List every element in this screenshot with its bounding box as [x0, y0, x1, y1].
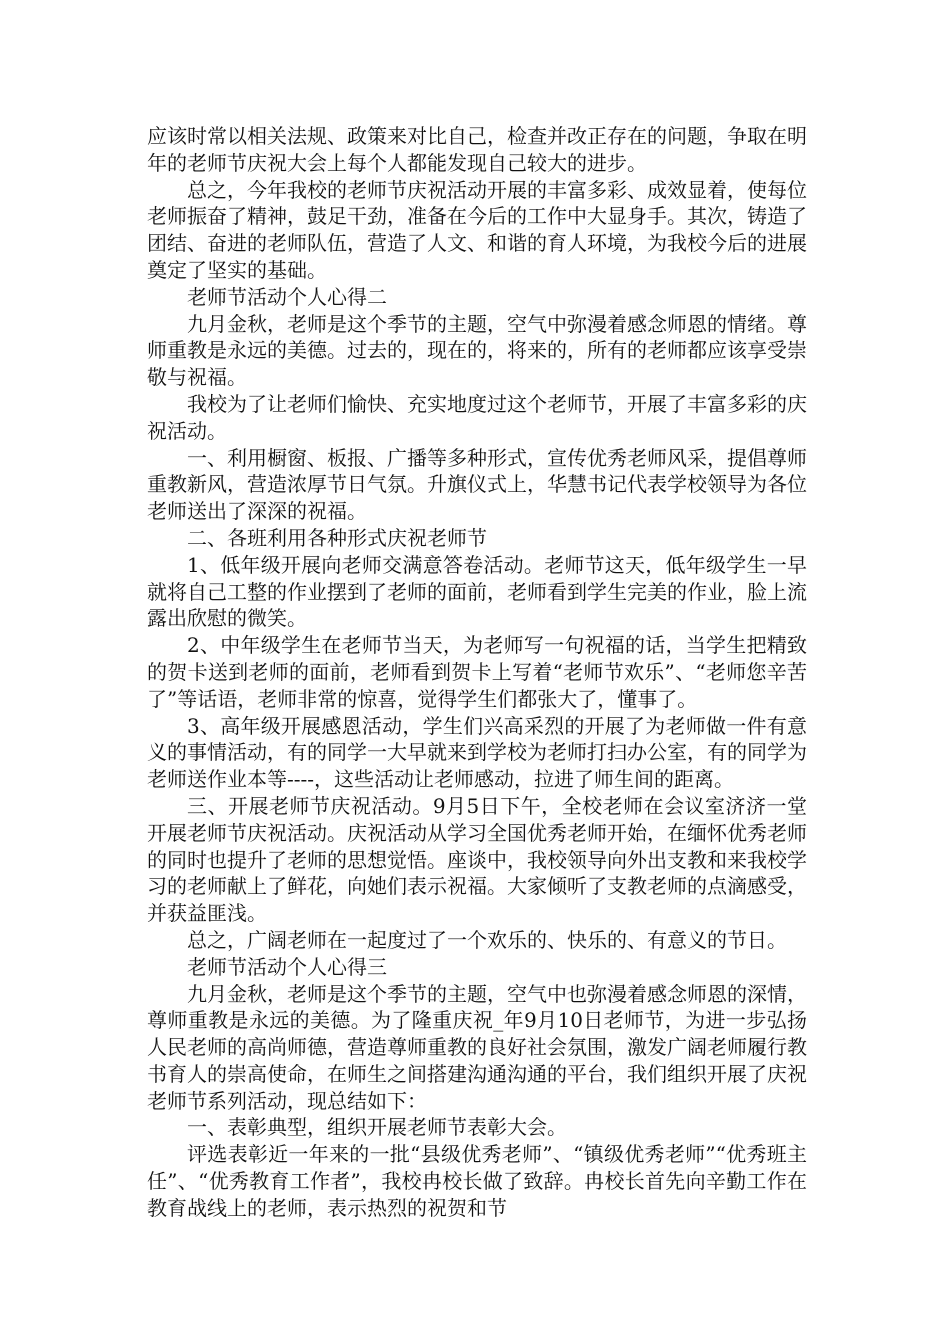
paragraph-commendation-heading: 一、表彰典型，组织开展老师节表彰大会。 — [187, 1115, 567, 1140]
paragraph-continuation: 应该时常以相关法规、政策来对比自己，检查并改正存在的问题，争取在明年的老师节庆祝大会上每个人都能发现自己较大的进步。 — [147, 124, 807, 175]
paragraph-summary-1: 总之，今年我校的老师节庆祝活动开展的丰富多彩、成效显着，使每位老师振奋了精神，鼓足干劲，准备在今后的工作中大显身手。其次，铸造了团结、奋进的老师队伍，营造了人文、和谐的育人环境，为我校今后的进展奠定了坚实的基础。 — [147, 177, 807, 282]
document-page — [147, 123, 807, 1222]
paragraph-sub-item-2: 2、中年级学生在老师节当天，为老师写一句祝福的话，当学生把精致的贺卡送到老师的面前，老师看到贺卡上写着“老师节欢乐”、“老师您辛苦了”等话语，老师非常的惊喜，觉得学生们都张大了，懂事了。 — [147, 633, 807, 711]
paragraph-item-1: 一、利用橱窗、板报、广播等多种形式，宣传优秀老师风采，提倡尊师重教新风，营造浓厚节日气氛。升旗仪式上，华慧书记代表学校领导为各位老师送出了深深的祝福。 — [147, 445, 807, 524]
paragraph-intro-2: 九月金秋，老师是这个季节的主题，空气中弥漫着感念师恩的情绪。尊师重教是永远的美德。过去的，现在的，将来的，所有的老师都应该享受崇敬与祝福。 — [147, 311, 807, 390]
paragraph-sub-item-3: 3、高年级开展感恩活动，学生们兴高采烈的开展了为老师做一件有意义的事情活动，有的同学一大早就来到学校为老师打扫办公室，有的同学为老师送作业本等----，这些活动让老师感动，拉进了师生间的距离。 — [147, 713, 807, 792]
section-heading-2: 老师节活动个人心得二 — [187, 284, 387, 309]
paragraph-sub-item-1: 1、低年级开展向老师交满意答卷活动。老师节这天，低年级学生一早就将自己工整的作业摆到了老师的面前，老师看到学生完美的作业，脸上流露出欣慰的微笑。 — [147, 552, 807, 631]
paragraph-item-3: 三、开展老师节庆祝活动。9月5日下午，全校老师在会议室济济一堂开展老师节庆祝活动。庆祝活动从学习全国优秀老师开始，在缅怀优秀老师的同时也提升了老师的思想觉悟。座谈中，我校领导向外出支教和来我校学习的老师献上了鲜花，向她们表示祝福。大家倾听了支教老师的点滴感受，并获益匪浅。 — [147, 793, 807, 926]
paragraph-summary-2: 总之，广阔老师在一起度过了一个欢乐的、快乐的、有意义的节日。 — [187, 927, 787, 952]
paragraph-item-2: 二、各班利用各种形式庆祝老师节 — [187, 525, 487, 550]
paragraph-activities-intro: 我校为了让老师们愉快、充实地度过这个老师节，开展了丰富多彩的庆祝活动。 — [147, 391, 807, 443]
paragraph-commendation: 评选表彰近一年来的一批“县级优秀老师”、“镇级优秀老师”“优秀班主任”、“优秀教育工作者”，我校冉校长做了致辞。冉校长首先向辛勤工作在教育战线上的老师，表示热烈的祝贺和节 — [147, 1142, 807, 1220]
section-heading-3: 老师节活动个人心得三 — [187, 954, 387, 979]
paragraph-intro-3: 九月金秋，老师是这个季节的主题，空气中也弥漫着感念师恩的深情，尊师重教是永远的美德。为了隆重庆祝_年9月10日老师节，为进一步弘扬人民老师的高尚师德，营造尊师重教的良好社会氛围，激发广阔老师履行教书育人的崇高使命，在师生之间搭建沟通沟通的平台，我们组织开展了庆祝老师节系列活动，现总结如下： — [147, 981, 807, 1113]
